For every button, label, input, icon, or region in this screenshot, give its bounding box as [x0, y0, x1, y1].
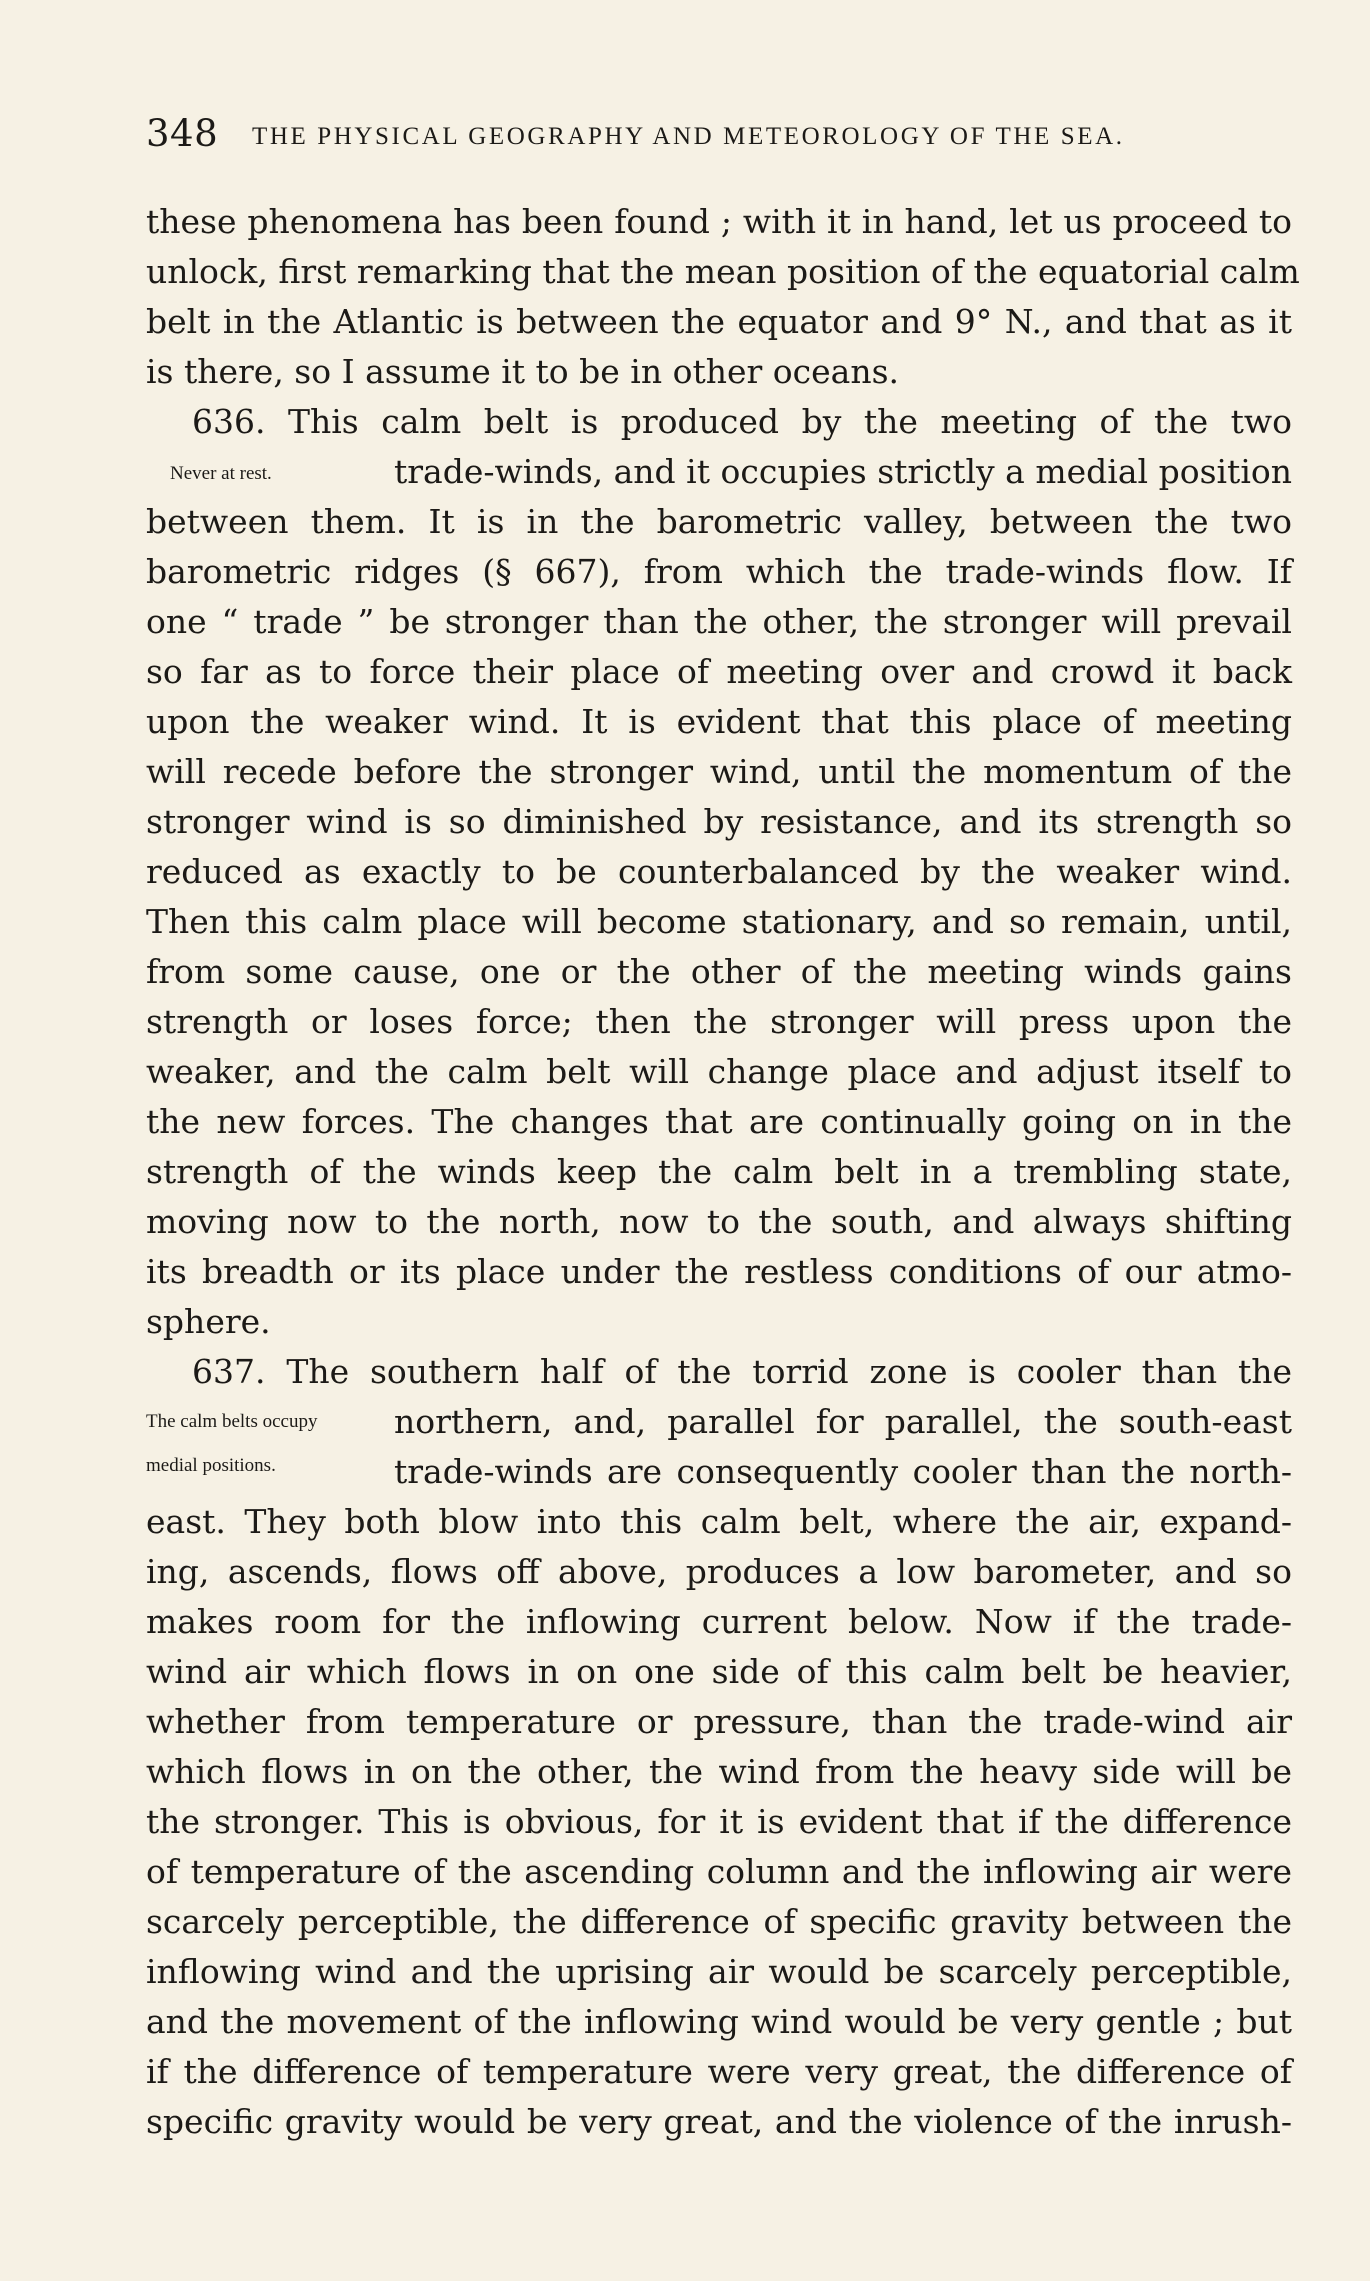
text-line: sphere.	[146, 1302, 271, 1341]
text-line: Then this calm place will become stationary, and so remain, until,	[146, 902, 1292, 941]
page-body	[146, 197, 1300, 2147]
text-line: these phenomena has been found ; with it in hand, let us proceed to	[146, 202, 1292, 241]
text-line: trade-winds are consequently cooler than the north-	[394, 1452, 1292, 1491]
paragraph-637-start: 637. The southern half of the torrid zone is cooler than the	[192, 1352, 1292, 1391]
running-head: THE PHYSICAL GEOGRAPHY AND METEOROLOGY OF THE SEA.	[252, 123, 1125, 150]
text-line: strength of the winds keep the calm belt in a trembling state,	[146, 1152, 1292, 1191]
text-line: belt in the Atlantic is between the equator and 9° N., and that as it	[146, 302, 1292, 341]
text-line: scarcely perceptible, the difference of specific gravity between the	[146, 1902, 1292, 1941]
text-line: trade-winds, and it occupies strictly a medial position	[394, 452, 1292, 491]
text-line: its breadth or its place under the restless conditions of our atmo-	[146, 1252, 1292, 1291]
text-line-with-sidenote	[146, 1397, 1292, 1447]
text-line-with-sidenote	[146, 1447, 1292, 1497]
sidenote-calm-belts-1: The calm belts occupy	[146, 1411, 318, 1432]
text-line: so far as to force their place of meeting over and crowd it back	[146, 652, 1292, 691]
text-line-with-sidenote	[146, 447, 1292, 497]
page-header	[146, 112, 1226, 162]
text-line: and the movement of the inflowing wind would be very gentle ; but	[146, 2002, 1292, 2041]
text-line: from some cause, one or the other of the meeting winds gains	[146, 952, 1292, 991]
text-line: will recede before the stronger wind, until the momentum of the	[146, 752, 1292, 791]
text-line: weaker, and the calm belt will change place and adjust itself to	[146, 1052, 1292, 1091]
paragraph-636-start: 636. This calm belt is produced by the meeting of the two	[192, 402, 1292, 441]
text-line: the new forces. The changes that are continually going on in the	[146, 1102, 1292, 1141]
text-line: wind air which flows in on one side of this calm belt be heavier,	[146, 1652, 1292, 1691]
text-line: east. They both blow into this calm belt, where the air, expand-	[146, 1502, 1292, 1541]
text-line: upon the weaker wind. It is evident that this place of meeting	[146, 702, 1292, 741]
text-line: ing, ascends, flows off above, produces a low barometer, and so	[146, 1552, 1292, 1591]
sidenote-never-at-rest: Never at rest.	[170, 463, 272, 484]
text-line: inflowing wind and the uprising air would be scarcely perceptible,	[146, 1952, 1292, 1991]
text-line: moving now to the north, now to the south, and always shifting	[146, 1202, 1292, 1241]
text-line: stronger wind is so diminished by resistance, and its strength so	[146, 802, 1292, 841]
text-line: strength or loses force; then the stronger will press upon the	[146, 1002, 1292, 1041]
text-line: makes room for the inflowing current below. Now if the trade-	[146, 1602, 1292, 1641]
text-line: is there, so I assume it to be in other oceans.	[146, 352, 900, 391]
text-line: unlock, first remarking that the mean position of the equatorial calm	[146, 252, 1300, 291]
text-line: between them. It is in the barometric valley, between the two	[146, 502, 1292, 541]
text-line: whether from temperature or pressure, than the trade-wind air	[146, 1702, 1292, 1741]
text-line: barometric ridges (§ 667), from which the trade-winds flow. If	[146, 552, 1292, 591]
text-line: one “ trade ” be stronger than the other, the stronger will prevail	[146, 602, 1292, 641]
text-line: reduced as exactly to be counterbalanced by the weaker wind.	[146, 852, 1292, 891]
page-number: 348	[146, 112, 219, 155]
text-line: northern, and, parallel for parallel, the south-east	[394, 1402, 1292, 1441]
text-line: specific gravity would be very great, and the violence of the inrush-	[146, 2102, 1292, 2141]
text-line: the stronger. This is obvious, for it is evident that if the difference	[146, 1802, 1292, 1841]
text-line: of temperature of the ascending column and the inflowing air were	[146, 1852, 1292, 1891]
sidenote-calm-belts-2: medial positions.	[146, 1455, 276, 1476]
text-line: if the difference of temperature were very great, the difference of	[146, 2052, 1292, 2091]
text-line: which flows in on the other, the wind from the heavy side will be	[146, 1752, 1292, 1791]
